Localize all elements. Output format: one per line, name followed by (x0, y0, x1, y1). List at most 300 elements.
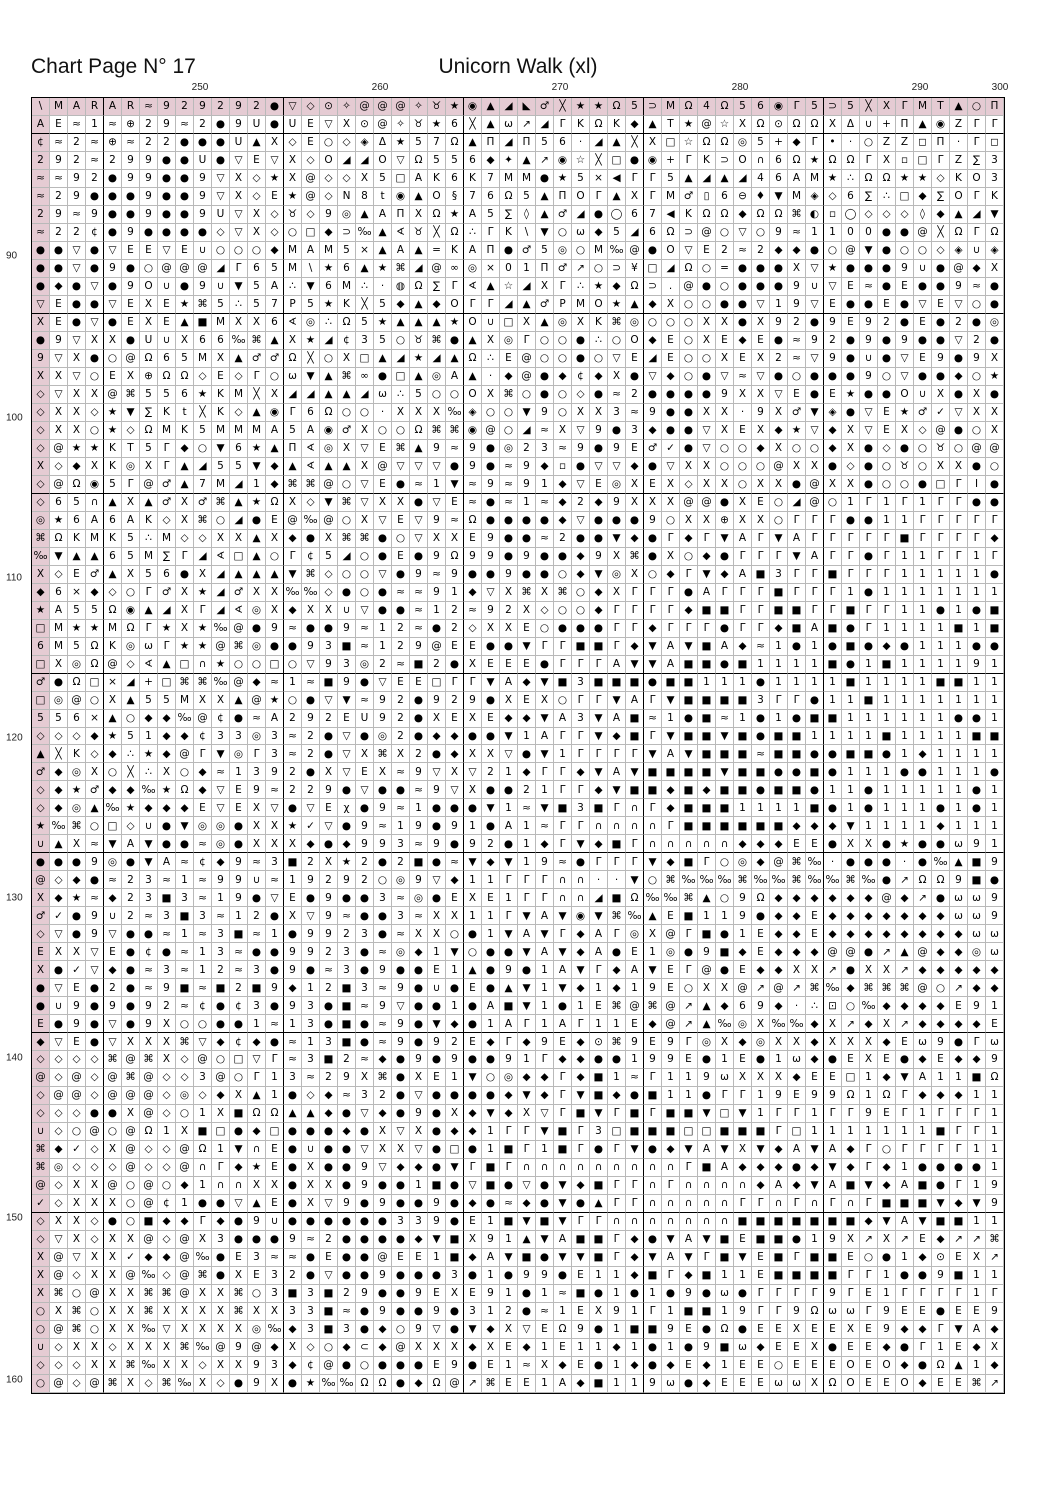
stitch-cell: ◆ (860, 889, 878, 907)
stitch-cell: Γ (518, 1015, 536, 1033)
stitch-cell: ◆ (104, 781, 122, 799)
stitch-cell: ● (302, 1249, 320, 1267)
stitch-cell: Χ (734, 1069, 752, 1087)
stitch-cell: ● (752, 781, 770, 799)
stitch-cell: Ε (824, 386, 842, 404)
stitch-cell: 2 (104, 979, 122, 997)
stitch-cell: ● (194, 134, 212, 152)
stitch-cell: ◆ (554, 494, 572, 512)
stitch-cell: ■ (950, 620, 968, 638)
stitch-cell: ◇ (320, 170, 338, 188)
stitch-cell: M (284, 242, 302, 260)
stitch-cell: ○ (122, 1195, 140, 1213)
stitch-cell: ● (410, 1357, 428, 1375)
stitch-cell: ▲ (464, 332, 482, 350)
stitch-cell: ◆ (86, 728, 104, 746)
stitch-cell: ■ (824, 566, 842, 584)
stitch-cell: ∩ (644, 835, 662, 853)
stitch-cell: □ (104, 817, 122, 835)
stitch-cell: 2 (320, 943, 338, 961)
stitch-cell: 3 (572, 674, 590, 692)
stitch-cell: ω (950, 835, 968, 853)
stitch-cell: U (248, 116, 266, 134)
stitch-cell: ▽ (158, 242, 176, 260)
stitch-cell: 9 (410, 1285, 428, 1303)
stitch-cell: Ε (554, 1033, 572, 1051)
stitch-cell: Α (536, 943, 554, 961)
stitch-cell: Γ (212, 1159, 230, 1177)
stitch-cell: Γ (554, 781, 572, 799)
stitch-cell: ● (428, 1141, 446, 1159)
stitch-cell: 9 (302, 710, 320, 728)
stitch-cell: Χ (428, 404, 446, 422)
stitch-cell: Γ (770, 548, 788, 566)
stitch-cell: 9 (428, 584, 446, 602)
stitch-cell: Γ (572, 1141, 590, 1159)
stitch-cell: · (824, 853, 842, 871)
stitch-cell: 1 (860, 674, 878, 692)
stitch-cell: ● (662, 422, 680, 440)
stitch-cell: Ε (878, 1375, 896, 1393)
stitch-cell: 1 (788, 674, 806, 692)
stitch-cell: ◆ (806, 889, 824, 907)
stitch-cell: ∪ (194, 242, 212, 260)
stitch-cell: ★ (788, 422, 806, 440)
stitch-cell: ● (338, 1213, 356, 1231)
stitch-cell: Ε (50, 116, 68, 134)
stitch-cell: ▲ (338, 386, 356, 404)
stitch-cell: ▼ (590, 728, 608, 746)
stitch-cell: □ (428, 674, 446, 692)
stitch-cell: ∪ (158, 278, 176, 296)
stitch-cell: ≈ (248, 710, 266, 728)
stitch-cell: ● (860, 296, 878, 314)
stitch-cell: ◆ (806, 943, 824, 961)
stitch-cell: Ε (464, 638, 482, 656)
stitch-cell: 1 (968, 817, 986, 835)
stitch-cell: ● (860, 476, 878, 494)
stitch-cell: Α (734, 566, 752, 584)
stitch-cell: 6 (68, 512, 86, 530)
stitch-cell: ◇ (32, 1051, 50, 1069)
cross-stitch-symbol-grid (31, 97, 1005, 1394)
stitch-cell: Χ (230, 1087, 248, 1105)
stitch-cell: ◢ (536, 116, 554, 134)
stitch-cell: ● (644, 386, 662, 404)
stitch-cell: Γ (248, 1069, 266, 1087)
stitch-cell: ● (824, 1339, 842, 1357)
stitch-cell: ● (482, 961, 500, 979)
stitch-cell: ▽ (50, 1033, 68, 1051)
stitch-cell: ◆ (446, 1123, 464, 1141)
stitch-cell: 6 (770, 152, 788, 170)
stitch-cell: @ (626, 242, 644, 260)
stitch-cell: ⌘ (230, 638, 248, 656)
stitch-cell: + (770, 134, 788, 152)
stitch-cell: ◉ (572, 907, 590, 925)
stitch-cell: ≈ (518, 799, 536, 817)
stitch-cell: ◆ (770, 1141, 788, 1159)
stitch-cell: 1 (950, 745, 968, 763)
stitch-cell: 1 (464, 817, 482, 835)
stitch-cell: @ (50, 1375, 68, 1393)
stitch-cell: ■ (590, 1231, 608, 1249)
stitch-cell: ■ (500, 1141, 518, 1159)
stitch-cell: ■ (950, 674, 968, 692)
stitch-cell: ● (500, 1267, 518, 1285)
stitch-cell: Γ (554, 728, 572, 746)
stitch-cell: ■ (698, 692, 716, 710)
stitch-cell: Γ (680, 925, 698, 943)
stitch-cell: ◇ (86, 1141, 104, 1159)
stitch-cell: 1 (518, 494, 536, 512)
stitch-cell: 9 (50, 206, 68, 224)
stitch-cell: 6 (842, 188, 860, 206)
stitch-cell: ■ (680, 1303, 698, 1321)
stitch-cell: Γ (230, 260, 248, 278)
stitch-cell: ○ (554, 224, 572, 242)
stitch-cell: Ρ (554, 296, 572, 314)
stitch-cell: 1 (860, 728, 878, 746)
stitch-cell: Χ (158, 763, 176, 781)
stitch-cell: ■ (680, 763, 698, 781)
stitch-cell: 1 (716, 1051, 734, 1069)
stitch-cell: ● (266, 98, 284, 116)
stitch-cell: ● (914, 278, 932, 296)
stitch-cell: Χ (698, 332, 716, 350)
stitch-cell: ◆ (932, 925, 950, 943)
stitch-cell: ◆ (536, 458, 554, 476)
stitch-cell: 9 (122, 170, 140, 188)
stitch-cell: 5 (536, 134, 554, 152)
stitch-cell: ▽ (68, 260, 86, 278)
stitch-cell: Ω (626, 278, 644, 296)
stitch-cell: ○ (554, 350, 572, 368)
stitch-cell: ≈ (104, 871, 122, 889)
stitch-cell: ● (806, 314, 824, 332)
stitch-cell: ⊙ (356, 116, 374, 134)
stitch-cell: Χ (194, 566, 212, 584)
stitch-cell: @ (176, 1231, 194, 1249)
stitch-cell: ◆ (482, 152, 500, 170)
stitch-cell: ● (914, 1159, 932, 1177)
stitch-cell: ╳ (428, 224, 446, 242)
stitch-cell: ○ (680, 979, 698, 997)
stitch-cell: ◆ (518, 763, 536, 781)
stitch-cell: ○ (734, 458, 752, 476)
stitch-cell: Χ (716, 404, 734, 422)
stitch-cell: ≈ (392, 889, 410, 907)
stitch-cell: ● (932, 835, 950, 853)
stitch-cell: Ο (662, 242, 680, 260)
stitch-cell: Χ (86, 458, 104, 476)
stitch-cell: ● (500, 548, 518, 566)
stitch-cell: ● (392, 476, 410, 494)
stitch-cell: Ε (896, 1303, 914, 1321)
stitch-cell: Χ (194, 1303, 212, 1321)
stitch-cell: ● (986, 566, 1004, 584)
stitch-cell: ● (104, 170, 122, 188)
stitch-cell: ◆ (662, 1141, 680, 1159)
stitch-cell: Γ (518, 871, 536, 889)
stitch-cell: ● (356, 907, 374, 925)
stitch-cell: ◇ (32, 422, 50, 440)
stitch-cell: Γ (608, 1249, 626, 1267)
stitch-cell: Γ (932, 548, 950, 566)
stitch-cell: ‰ (860, 871, 878, 889)
stitch-cell: Ω (320, 404, 338, 422)
stitch-cell: ‰ (644, 889, 662, 907)
stitch-cell: ◎ (32, 512, 50, 530)
stitch-cell: 9 (374, 961, 392, 979)
stitch-cell: Α (464, 206, 482, 224)
stitch-cell: ● (878, 242, 896, 260)
stitch-cell: A (32, 116, 50, 134)
stitch-cell: ‰ (140, 1357, 158, 1375)
stitch-cell: 9 (320, 656, 338, 674)
stitch-cell: ∩ (608, 1213, 626, 1231)
stitch-cell: ♂ (86, 566, 104, 584)
stitch-cell: ≈ (266, 674, 284, 692)
stitch-cell: Χ (32, 458, 50, 476)
stitch-cell: Α (626, 692, 644, 710)
stitch-cell: ● (356, 674, 374, 692)
stitch-cell: Χ (104, 1303, 122, 1321)
stitch-cell: 9 (968, 997, 986, 1015)
stitch-cell: ∢ (392, 224, 410, 242)
stitch-cell: Χ (842, 476, 860, 494)
stitch-cell: Γ (950, 1141, 968, 1159)
stitch-cell: Γ (194, 602, 212, 620)
stitch-cell: 5 (536, 242, 554, 260)
stitch-cell: ★ (104, 422, 122, 440)
stitch-cell: 1 (770, 674, 788, 692)
stitch-cell: Γ (752, 584, 770, 602)
stitch-cell: 9 (122, 278, 140, 296)
stitch-cell: Ε (446, 710, 464, 728)
stitch-cell: Χ (374, 494, 392, 512)
stitch-cell: ■ (716, 943, 734, 961)
stitch-cell: 9 (86, 206, 104, 224)
stitch-cell: ◎ (698, 1033, 716, 1051)
stitch-cell: Γ (680, 152, 698, 170)
stitch-cell: ○ (446, 925, 464, 943)
stitch-cell: ≈ (86, 835, 104, 853)
stitch-cell: Χ (86, 763, 104, 781)
stitch-cell: ■ (680, 674, 698, 692)
stitch-cell: □ (32, 620, 50, 638)
stitch-cell: 3 (248, 1249, 266, 1267)
stitch-cell: ● (158, 943, 176, 961)
stitch-cell: 9 (698, 1339, 716, 1357)
stitch-cell: 5 (284, 422, 302, 440)
stitch-cell: ● (356, 1195, 374, 1213)
stitch-cell: Ω (500, 188, 518, 206)
stitch-cell: □ (680, 1123, 698, 1141)
stitch-cell: 1 (878, 1267, 896, 1285)
stitch-cell: Γ (860, 1267, 878, 1285)
stitch-cell: Κ (104, 458, 122, 476)
stitch-cell: ◎ (734, 134, 752, 152)
stitch-cell: Χ (320, 1177, 338, 1195)
stitch-cell: Γ (572, 1213, 590, 1231)
stitch-cell: ○ (824, 494, 842, 512)
stitch-cell: ∩ (644, 817, 662, 835)
stitch-cell: ◢ (500, 134, 518, 152)
stitch-cell: Α (554, 961, 572, 979)
stitch-cell: 1 (986, 1141, 1004, 1159)
stitch-cell: ○ (554, 332, 572, 350)
stitch-cell: Γ (608, 602, 626, 620)
stitch-cell: ◆ (698, 781, 716, 799)
stitch-cell: ● (878, 224, 896, 242)
stitch-cell: 9 (428, 1033, 446, 1051)
stitch-cell: = (716, 260, 734, 278)
stitch-cell: ◆ (608, 1087, 626, 1105)
stitch-cell: ● (104, 314, 122, 332)
stitch-cell: ● (518, 512, 536, 530)
stitch-cell: ○ (374, 871, 392, 889)
stitch-cell: 9 (806, 1087, 824, 1105)
stitch-cell: 9 (410, 817, 428, 835)
stitch-cell: ▲ (644, 116, 662, 134)
stitch-cell: Ε (734, 1375, 752, 1393)
stitch-cell: ‰ (770, 871, 788, 889)
stitch-cell: ╳ (302, 350, 320, 368)
stitch-cell: □ (896, 188, 914, 206)
stitch-cell: ▲ (374, 224, 392, 242)
stitch-cell: ◇ (32, 1357, 50, 1375)
stitch-cell: ◎ (500, 440, 518, 458)
stitch-cell: ● (176, 278, 194, 296)
stitch-cell: ◆ (374, 1339, 392, 1357)
stitch-cell: ◆ (788, 943, 806, 961)
stitch-cell: Χ (122, 1285, 140, 1303)
stitch-cell: Α (122, 512, 140, 530)
stitch-cell: ○ (230, 242, 248, 260)
stitch-cell: ○ (608, 332, 626, 350)
stitch-cell: ○ (482, 404, 500, 422)
stitch-cell: 5 (428, 152, 446, 170)
column-number: 260 (371, 82, 389, 93)
stitch-cell: Γ (752, 1285, 770, 1303)
stitch-cell: 3 (284, 1303, 302, 1321)
stitch-cell: ■ (626, 781, 644, 799)
stitch-cell: ○ (356, 1357, 374, 1375)
stitch-cell: Α (662, 745, 680, 763)
stitch-cell: Χ (104, 1141, 122, 1159)
stitch-cell: ▼ (554, 1213, 572, 1231)
stitch-cell: ● (410, 710, 428, 728)
stitch-cell: Χ (500, 692, 518, 710)
stitch-cell: ◆ (176, 728, 194, 746)
stitch-cell: ● (896, 296, 914, 314)
stitch-cell: Χ (86, 332, 104, 350)
stitch-cell: ♉ (410, 116, 428, 134)
stitch-cell: 9 (770, 314, 788, 332)
stitch-cell: 6 (176, 386, 194, 404)
stitch-cell: 1 (482, 871, 500, 889)
stitch-cell: ■ (320, 1303, 338, 1321)
stitch-cell: ▼ (428, 1231, 446, 1249)
stitch-cell: ◆ (860, 925, 878, 943)
stitch-cell: ○ (104, 763, 122, 781)
stitch-cell: 9 (878, 1303, 896, 1321)
stitch-cell: ● (50, 853, 68, 871)
stitch-cell: ⊃ (824, 98, 842, 116)
stitch-cell: Κ (68, 530, 86, 548)
stitch-cell: ● (536, 512, 554, 530)
stitch-cell: ∪ (266, 1213, 284, 1231)
stitch-cell: Ε (122, 242, 140, 260)
stitch-cell: Ε (122, 296, 140, 314)
stitch-cell: 6 (716, 188, 734, 206)
stitch-cell: ⊕ (140, 368, 158, 386)
stitch-cell: Γ (878, 548, 896, 566)
stitch-cell: ∩ (572, 889, 590, 907)
stitch-cell: ■ (698, 925, 716, 943)
stitch-cell: ● (122, 925, 140, 943)
stitch-cell: ◆ (662, 566, 680, 584)
stitch-cell: ω (734, 1339, 752, 1357)
stitch-cell: ○ (338, 476, 356, 494)
stitch-cell: @ (680, 494, 698, 512)
stitch-cell: Χ (482, 1339, 500, 1357)
stitch-cell: 9 (194, 278, 212, 296)
stitch-cell: ★ (824, 170, 842, 188)
stitch-cell: ∴ (320, 314, 338, 332)
stitch-cell: ● (50, 260, 68, 278)
stitch-cell: ■ (968, 728, 986, 746)
stitch-cell: ⌘ (158, 1285, 176, 1303)
stitch-cell: @ (950, 260, 968, 278)
stitch-cell: ▼ (536, 1231, 554, 1249)
stitch-cell: @ (986, 440, 1004, 458)
stitch-cell: Ω (176, 368, 194, 386)
stitch-cell: ● (212, 997, 230, 1015)
stitch-cell: 1 (842, 728, 860, 746)
stitch-cell: ● (788, 1159, 806, 1177)
stitch-cell: Γ (662, 602, 680, 620)
stitch-cell: ▲ (140, 494, 158, 512)
stitch-cell: ≈ (212, 763, 230, 781)
stitch-cell: ◆ (608, 961, 626, 979)
stitch-cell: 6 (104, 512, 122, 530)
stitch-cell: Γ (554, 656, 572, 674)
stitch-cell: ● (752, 907, 770, 925)
stitch-cell: 1 (968, 620, 986, 638)
stitch-cell: 9 (464, 692, 482, 710)
stitch-cell: ★ (68, 889, 86, 907)
stitch-cell: 2 (68, 152, 86, 170)
stitch-cell: Α (86, 512, 104, 530)
stitch-cell: ◎ (50, 692, 68, 710)
stitch-cell: ▼ (986, 206, 1004, 224)
stitch-cell: 1 (968, 1177, 986, 1195)
stitch-cell: ✧ (338, 98, 356, 116)
stitch-cell: ■ (788, 1267, 806, 1285)
stitch-cell: Γ (824, 512, 842, 530)
stitch-cell: Α (896, 1177, 914, 1195)
stitch-cell: Ω (842, 1087, 860, 1105)
stitch-cell: ▲ (608, 134, 626, 152)
stitch-cell: Χ (284, 332, 302, 350)
stitch-cell: ● (860, 799, 878, 817)
stitch-cell: 1 (752, 1105, 770, 1123)
stitch-cell: ● (464, 925, 482, 943)
stitch-cell: 9 (788, 278, 806, 296)
stitch-cell: ◇ (212, 1375, 230, 1393)
